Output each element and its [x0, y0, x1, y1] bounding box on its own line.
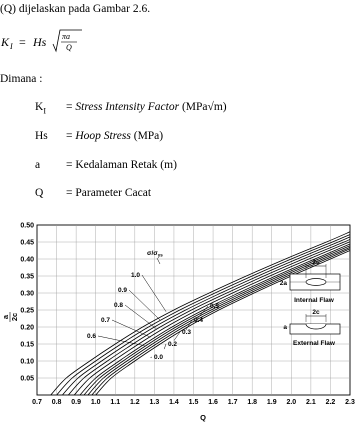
x-tick-label: 1.3: [149, 399, 160, 406]
curve-label: 0.4: [194, 317, 204, 324]
curve-label: 0.2: [168, 341, 178, 348]
curve-label: 0.0: [154, 354, 164, 361]
x-tick-label: 1.4: [169, 399, 179, 406]
y-axis-label-numerator: a: [1, 314, 10, 320]
where-label: Dimana :: [0, 73, 43, 85]
y-tick-label: 0.20: [20, 324, 34, 332]
definition-row: = Parameter Cacat: [66, 187, 152, 199]
y-tick-label: 0.45: [20, 239, 34, 247]
curve-label: 1.0: [130, 272, 140, 279]
x-tick-label: 2.0: [286, 399, 297, 406]
y-tick-label: 0.25: [20, 307, 34, 315]
y-tick-label: 0.35: [20, 273, 34, 281]
x-tick-label: 2.3: [345, 399, 355, 406]
y-tick-label: 0.30: [20, 290, 34, 298]
curve-label: 0.8: [113, 302, 123, 309]
x-tick-label: 2.1: [306, 399, 316, 406]
x-tick-label: 1.7: [227, 399, 238, 406]
legend-title: $\sigma/\sigma_{ys}$: [147, 250, 163, 258]
definition-row: = Hoop Stress (MPa): [66, 130, 164, 142]
y-axis-ticks: [20, 223, 34, 383]
x-tick-label: 0.7: [32, 399, 42, 406]
curve-label: 0.3: [182, 329, 192, 336]
definition-symbol: $K_I$: [35, 101, 46, 116]
x-tick-label: 1.9: [266, 399, 277, 406]
external-flaw-width-label: 2c: [312, 309, 320, 316]
definition-symbol: a: [35, 159, 41, 171]
formula-equals: =: [19, 35, 26, 49]
x-tick-label: 0.8: [51, 399, 62, 406]
definition-symbol: Q: [35, 187, 44, 199]
x-axis-label: Q: [200, 413, 206, 422]
internal-flaw-depth-label: 2a: [279, 280, 287, 287]
x-tick-label: 1.0: [90, 399, 101, 406]
internal-flaw-label: Internal Flaw: [294, 297, 334, 304]
external-flaw-depth-label: a: [283, 324, 287, 331]
formula-lhs-sub: I: [10, 42, 13, 51]
intro-text: (Q) dijelaskan pada Gambar 2.6.: [0, 3, 151, 15]
formula-denominator: Q: [66, 43, 72, 52]
y-axis-label-denominator: 2c: [10, 312, 19, 322]
x-tick-label: 1.5: [188, 399, 199, 406]
stress-intensity-formula: [0, 24, 120, 60]
definition-symbol: Hs: [35, 130, 48, 142]
internal-flaw-width-label: 2c: [312, 259, 320, 266]
x-tick-label: 1.2: [129, 399, 140, 406]
x-tick-label: 1.1: [110, 399, 121, 406]
y-tick-label: 0.50: [20, 222, 34, 230]
internal-flaw-ellipse: [306, 279, 326, 286]
y-axis-label: [1, 312, 19, 322]
formula-factor: Hs: [33, 35, 47, 49]
definition-row: = Stress Intensity Factor (MPa√m): [66, 101, 227, 113]
external-flaw-label: External Flaw: [293, 340, 335, 347]
x-tick-label: 1.6: [208, 399, 218, 406]
curve-label: 0.9: [117, 287, 127, 294]
x-tick-label: 2.2: [325, 399, 336, 406]
y-tick-label: 0.10: [20, 358, 34, 366]
flaw-shape-parameter-chart: [0, 214, 356, 422]
x-axis-ticks: [32, 399, 355, 406]
y-tick-label: 0.05: [20, 375, 34, 383]
curve-label: 0.5: [210, 303, 220, 310]
x-tick-label: 0.9: [71, 399, 81, 406]
definition-row: = Kedalaman Retak (m): [66, 159, 177, 171]
formula-numerator: πa: [62, 32, 71, 41]
y-tick-label: 0.40: [20, 256, 34, 264]
curve-label: 0.7: [100, 317, 110, 324]
formula-lhs: K: [1, 35, 10, 49]
curve-label: 0.6: [86, 333, 96, 340]
y-tick-label: 0.15: [20, 341, 34, 349]
x-tick-label: 1.8: [247, 399, 258, 406]
